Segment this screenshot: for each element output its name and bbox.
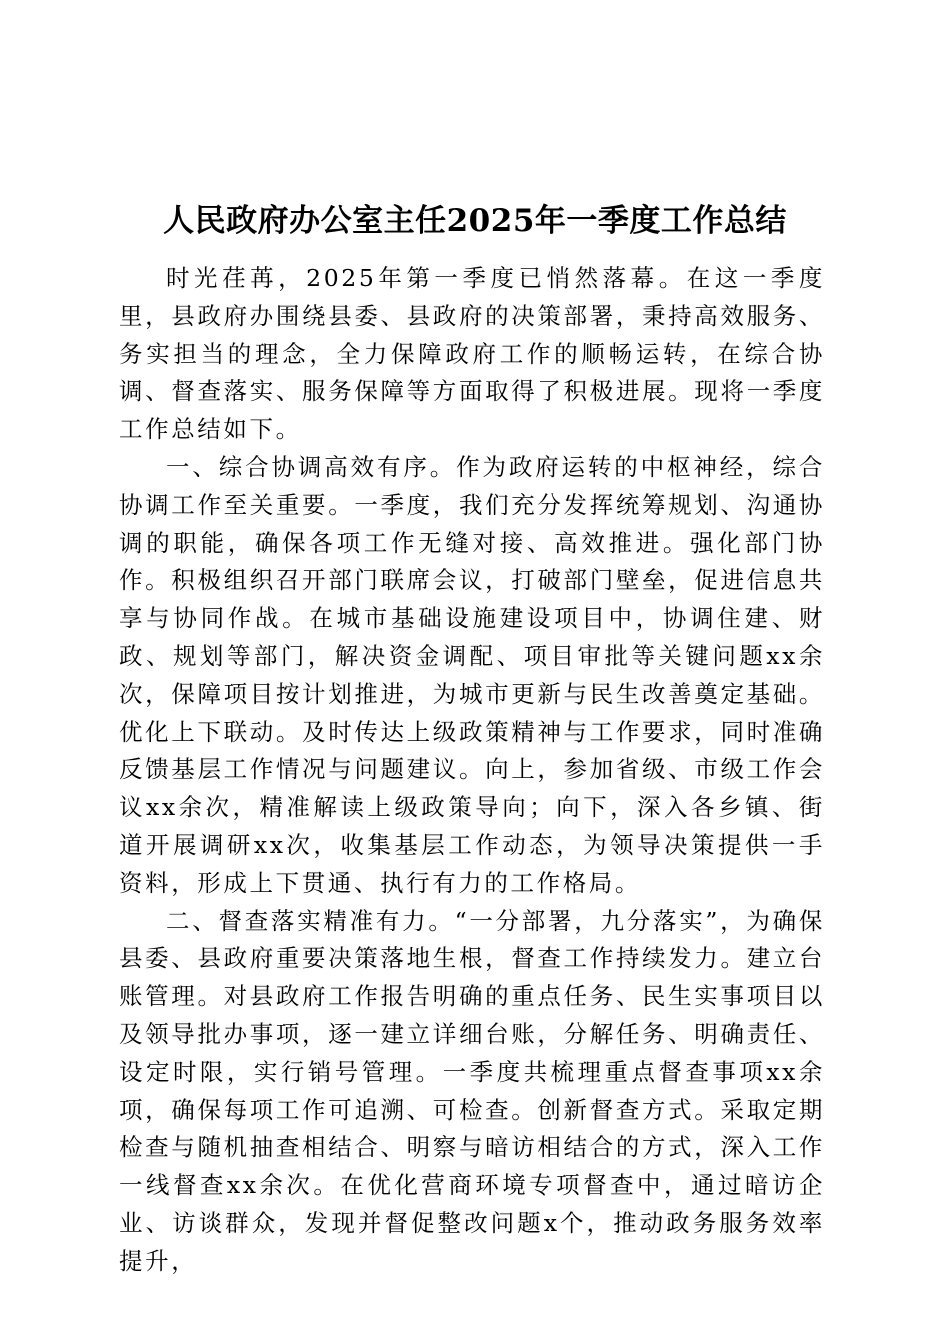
document-body: [119, 260, 825, 1281]
paragraph-section-1: 一、综合协调高效有序。作为政府运转的中枢神经，综合协调工作至关重要。一季度，我们充分发挥统筹规划、沟通协调的职能，确保各项工作无缝对接、高效推进。强化部门协作。积极组织召开部门联席会议，打破部门壁垒，促进信息共享与协同作战。在城市基础设施建设项目中，协调住建、财政、规划等部门，解决资金调配、项目审批等关键问题xx余次，保障项目按计划推进，为城市更新与民生改善奠定基础。优化上下联动。及时传达上级政策精神与工作要求，同时准确反馈基层工作情况与问题建议。向上，参加省级、市级工作会议xx余次，精准解读上级政策导向；向下，深入各乡镇、街道开展调研xx次，收集基层工作动态，为领导决策提供一手资料，形成上下贯通、执行有力的工作格局。: [119, 452, 825, 897]
document-title: 人民政府办公室主任2025年一季度工作总结: [163, 203, 787, 239]
paragraph-section-2: 二、督查落实精准有力。“一分部署，九分落实”，为确保县委、县政府重要决策落地生根，督查工作持续发力。建立台账管理。对县政府工作报告明确的重点任务、民生实事项目以及领导批办事项，逐一建立详细台账，分解任务、明确责任、设定时限，实行销号管理。一季度共梳理重点督查事项xx余项，确保每项工作可追溯、可检查。创新督查方式。采取定期检查与随机抽查相结合、明察与暗访相结合的方式，深入工作一线督查xx余次。在优化营商环境专项督查中，通过暗访企业、访谈群众，发现并督促整改问题x个，推动政务服务效率提升，: [119, 906, 825, 1275]
paragraph-intro: 时光荏苒，2025年第一季度已悄然落幕。在这一季度里，县政府办围绕县委、县政府的决策部署，秉持高效服务、务实担当的理念，全力保障政府工作的顺畅运转，在综合协调、督查落实、服务保障等方面取得了积极进展。现将一季度工作总结如下。: [119, 264, 825, 444]
